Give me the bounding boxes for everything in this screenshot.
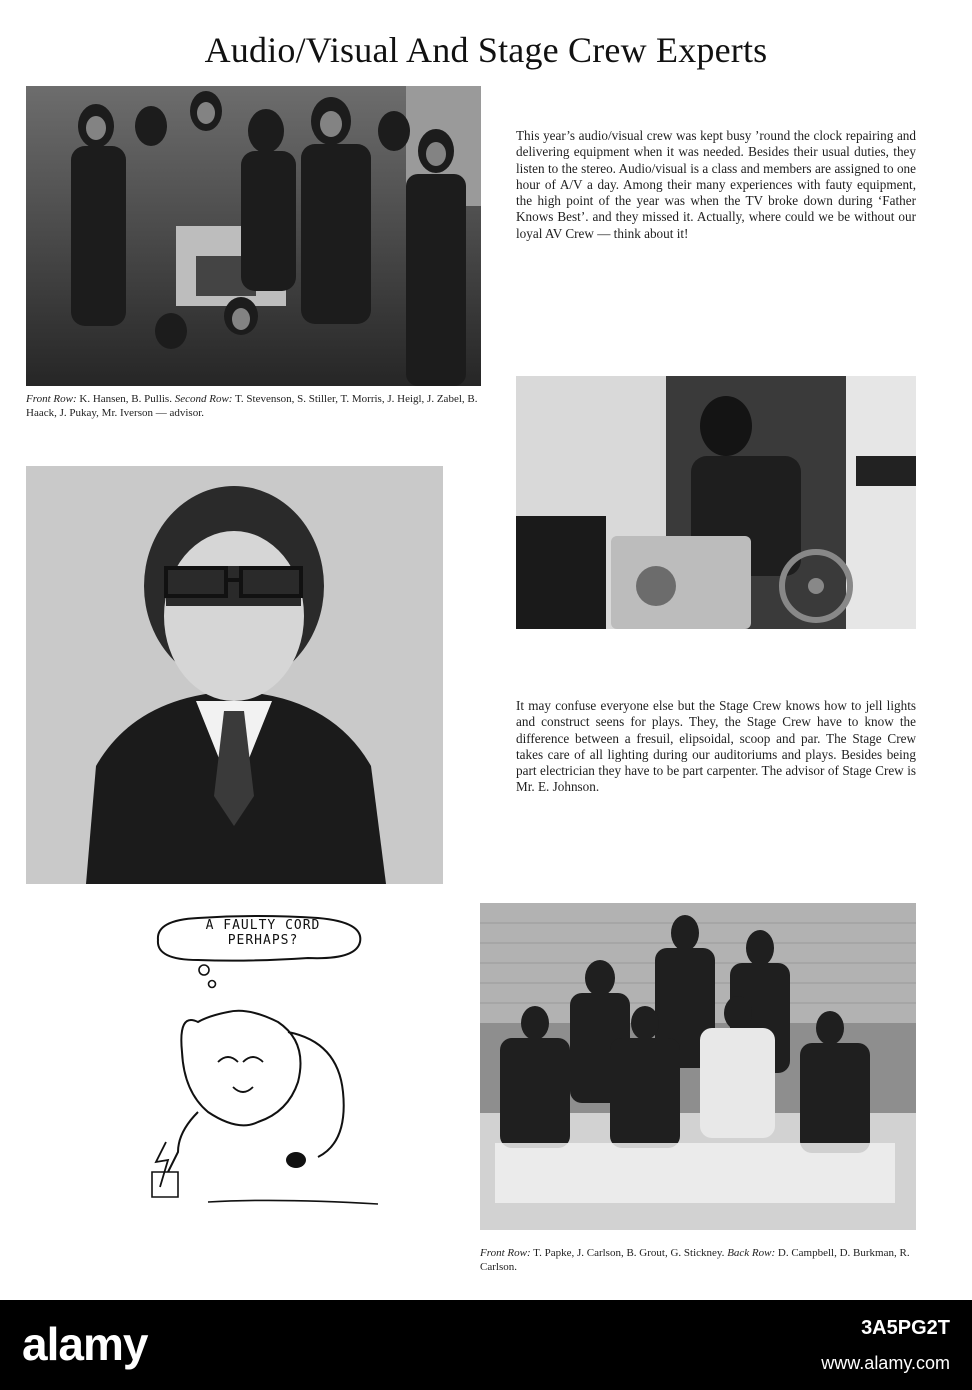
stage-crew-paragraph: It may confuse everyone else but the Stage Crew knows how to jell lights and construct seens for plays. They, the Stage Crew have to know the difference between a fresuil, elipsoidal, scoop and par. The Stage Crew takes care of all lighting during our auditoriums and plays. Besides being part electrician they have to be part carpenter. The advisor of Stage Crew is Mr. E. Johnson.: [516, 698, 916, 795]
advisor-portrait-photo: [26, 466, 443, 884]
av-crew-caption: [26, 392, 481, 420]
stage-caption-back-label: Back Row:: [727, 1247, 776, 1259]
cartoon-speech-line1: A FAULTY CORD: [205, 918, 321, 933]
image-id: 3A5PG2T: [861, 1317, 950, 1339]
av-caption-second-names: T. Stevenson, S. Stiller, T. Morris, J. Heigl, J. Zabel, B. Haack, J. Pukay, Mr. Iverson — advisor.: [26, 393, 478, 419]
stage-caption-back-names: D. Campbell, D. Burkman, R. Carlson.: [480, 1247, 910, 1273]
cartoon-speech-line2: PERHAPS?: [227, 933, 299, 948]
stage-crew-photo: [480, 903, 916, 1230]
stage-caption-front-label: Front Row:: [480, 1247, 531, 1259]
footer-url: www.alamy.com: [821, 1353, 950, 1373]
alamy-logo: alamy: [22, 1318, 148, 1370]
watermark-footer: [0, 1300, 972, 1390]
faulty-cord-cartoon: [138, 912, 380, 1212]
av-caption-front-names: K. Hansen, B. Pullis.: [76, 393, 175, 405]
av-crew-photo: [26, 86, 481, 386]
page-title: Audio/Visual And Stage Crew Experts: [204, 30, 768, 70]
stage-caption-front-names: T. Papke, J. Carlson, B. Grout, G. Stickney.: [530, 1247, 728, 1259]
stage-crew-caption: [480, 1246, 916, 1274]
cartoon-speech-bubble-text: [168, 918, 358, 948]
av-caption-front-label: Front Row:: [26, 393, 77, 405]
av-crew-paragraph: This year’s audio/visual crew was kept busy ’round the clock repairing and delivering equipment when it was needed. Besides their usual duties, they listen to the stereo. Audio/visual is a class and members are assigned to one hour of A/V a day. Among their many experiences with fauty equipment, the high point of the year was when the TV broke down during ‘Father Knows Best’. and they missed it. Actually, where could we be without our loyal AV Crew — think about it!: [516, 128, 916, 241]
projector-photo: [516, 376, 916, 629]
av-caption-second-label: Second Row:: [174, 393, 233, 405]
